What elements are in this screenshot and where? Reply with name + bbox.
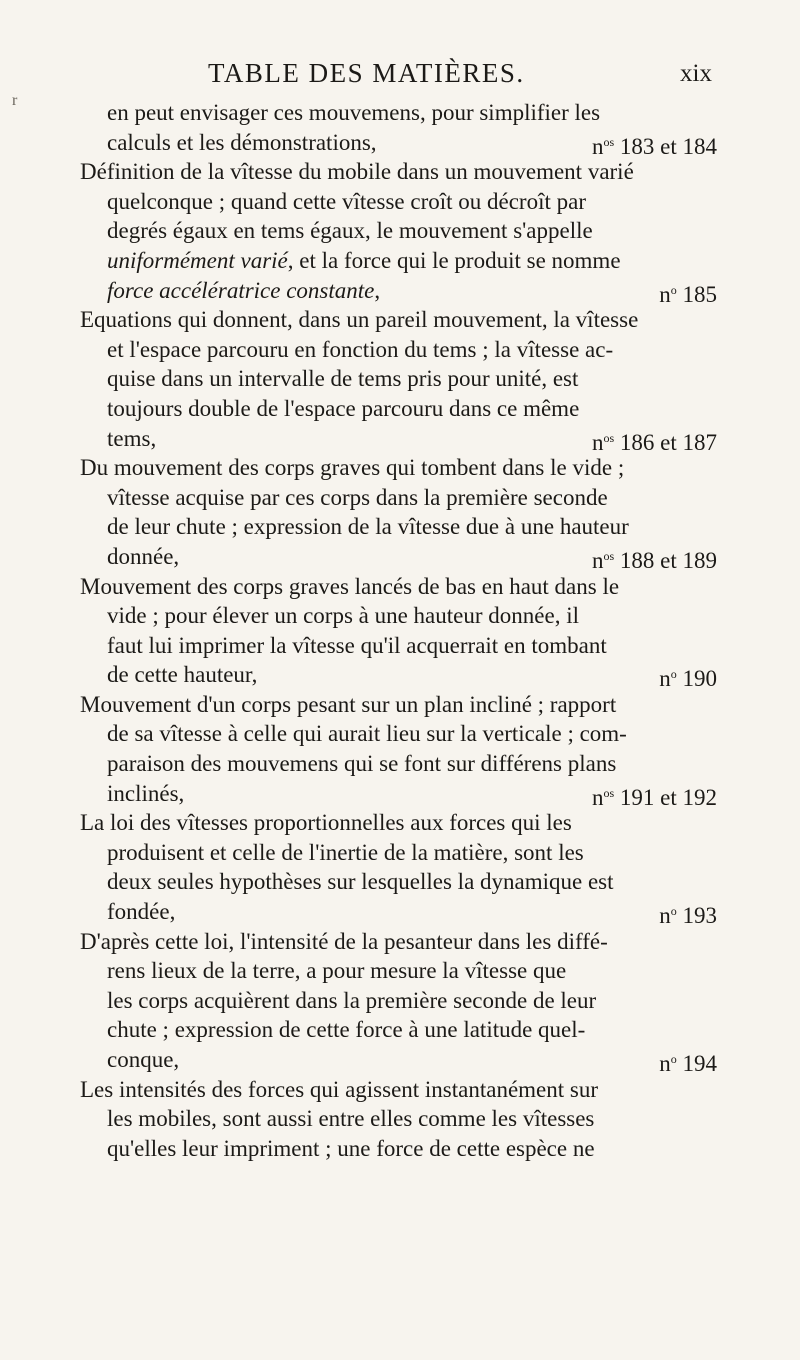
toc-reference — [659, 897, 717, 931]
toc-line — [80, 956, 720, 986]
ref-superscript: os — [603, 430, 615, 445]
ref-prefix: n — [591, 133, 604, 159]
toc-line — [80, 542, 720, 572]
ref-number: 186 et 187 — [614, 429, 717, 455]
toc-line — [80, 601, 720, 631]
toc-reference — [592, 542, 717, 576]
toc-line-text: quise dans un intervalle de tems pris pour unité, est — [107, 366, 579, 392]
toc-line-text: donnée, — [107, 543, 180, 569]
toc-entry — [80, 572, 720, 690]
ref-prefix: n — [659, 666, 671, 692]
ref-number: 194 — [676, 1051, 717, 1076]
toc-line-text: rens lieux de la terre, a pour mesure la vîtesse que — [107, 958, 567, 984]
toc-line-text: en peut envisager ces mouvemens, pour simplifier les — [107, 100, 601, 125]
toc-entry — [80, 690, 720, 808]
toc-line-text: de cette hauteur, — [107, 662, 258, 688]
toc-line-text: les corps acquièrent dans la première seconde de leur — [107, 987, 597, 1013]
ref-prefix: n — [659, 281, 671, 307]
toc-reference — [592, 424, 717, 458]
page-title: TABLE DES MATIÈRES. — [208, 58, 525, 88]
toc-reference — [592, 779, 717, 813]
toc-entry — [80, 927, 720, 1075]
toc-line — [80, 276, 720, 306]
ref-superscript: os — [603, 548, 615, 563]
ref-superscript: os — [603, 134, 615, 149]
toc-line-text: de leur chute ; expression de la vîtesse due à une hauteur — [107, 514, 629, 540]
toc-line — [80, 305, 720, 335]
toc-line-text: La loi des vîtesses proportionnelles aux forces qui les — [80, 810, 572, 836]
ref-prefix: n — [591, 784, 604, 810]
toc-line-text: et l'espace parcouru en fonction du tems ; la vîtesse ac- — [107, 336, 614, 362]
ref-number: 191 et 192 — [614, 784, 717, 810]
toc-line-text: calculs et les démonstrations, — [107, 129, 377, 155]
toc-line-text: conque, — [107, 1047, 180, 1072]
table-of-contents — [80, 98, 720, 1163]
toc-line — [80, 424, 720, 454]
ref-superscript: o — [670, 667, 677, 682]
toc-entry — [80, 1075, 720, 1164]
ref-number: 183 et 184 — [614, 133, 717, 159]
toc-line-text: D'après cette loi, l'intensité de la pesanteur dans les diffé- — [80, 928, 608, 954]
ref-superscript: o — [670, 904, 677, 919]
toc-reference — [659, 276, 717, 310]
toc-line — [80, 749, 720, 779]
toc-line — [80, 246, 720, 276]
toc-line-text: Mouvement d'un corps pesant sur un plan incliné ; rapport — [80, 691, 617, 717]
running-header — [0, 58, 800, 98]
toc-line — [80, 927, 720, 957]
toc-line-text: chute ; expression de cette force à une latitude quel- — [107, 1017, 586, 1043]
toc-line — [80, 128, 720, 158]
toc-line-text: produisent et celle de l'inertie de la matière, sont les — [107, 839, 584, 865]
toc-line-text: les mobiles, sont aussi entre elles comme les vîtesses — [107, 1106, 595, 1132]
toc-line-text: paraison des mouvemens qui se font sur différens plans — [107, 751, 617, 777]
ref-superscript: o — [670, 282, 677, 297]
toc-line-text: vide ; pour élever un corps à une hauteur donnée, il — [107, 603, 579, 629]
toc-line — [80, 897, 720, 927]
toc-line — [80, 453, 720, 483]
toc-line-text: inclinés, — [107, 780, 185, 806]
toc-line-text: uniformément varié, et la force qui le produit se nomme — [107, 247, 621, 273]
toc-line — [80, 631, 720, 661]
toc-line — [80, 512, 720, 542]
toc-line-text: deux seules hypothèses sur lesquelles la dynamique est — [107, 869, 614, 895]
toc-entry — [80, 157, 720, 305]
toc-line — [80, 1015, 720, 1045]
toc-entry — [80, 98, 720, 157]
toc-line-text: Du mouvement des corps graves qui tombent dans le vide ; — [80, 455, 625, 481]
ref-number: 190 — [676, 666, 717, 692]
toc-entry — [80, 305, 720, 453]
toc-line — [80, 483, 720, 513]
toc-line — [80, 364, 720, 394]
toc-line-text: Equations qui donnent, dans un pareil mouvement, la vîtesse — [80, 307, 639, 333]
ref-superscript: o — [670, 1052, 677, 1066]
toc-line-text: de sa vîtesse à celle qui aurait lieu sur la verticale ; com- — [107, 721, 627, 747]
ref-number: 185 — [676, 281, 717, 307]
toc-line — [80, 690, 720, 720]
toc-line — [80, 838, 720, 868]
toc-line — [80, 187, 720, 217]
toc-reference — [592, 128, 717, 162]
toc-line — [80, 867, 720, 897]
toc-line — [80, 719, 720, 749]
toc-line-text: quelconque ; quand cette vîtesse croît ou décroît par — [107, 188, 586, 214]
toc-line-text: Définition de la vîtesse du mobile dans un mouvement varié — [80, 159, 634, 185]
toc-line — [80, 808, 720, 838]
margin-mark: r — [12, 92, 18, 109]
ref-prefix: n — [591, 547, 604, 573]
toc-line-text: force accélératrice constante, — [107, 277, 381, 303]
toc-line-text: vîtesse acquise par ces corps dans la première seconde — [107, 484, 608, 510]
ref-prefix: n — [659, 903, 671, 929]
toc-line — [80, 157, 720, 187]
toc-line — [80, 986, 720, 1016]
toc-line-text: toujours double de l'espace parcouru dans ce même — [107, 395, 580, 421]
toc-line — [80, 1075, 720, 1105]
ref-superscript: os — [603, 785, 615, 800]
ref-number: 193 — [676, 903, 717, 929]
toc-line — [80, 660, 720, 690]
toc-line — [80, 335, 720, 365]
toc-reference — [659, 1045, 717, 1079]
toc-line — [80, 779, 720, 809]
toc-entry — [80, 453, 720, 571]
toc-line-text: faut lui imprimer la vîtesse qu'il acquerrait en tombant — [107, 632, 607, 658]
toc-line-text: tems, — [107, 425, 157, 451]
ref-prefix: n — [659, 1051, 671, 1076]
page-number: xix — [680, 60, 712, 87]
toc-reference — [659, 660, 717, 694]
ref-prefix: n — [591, 429, 604, 455]
toc-line — [80, 572, 720, 602]
toc-line — [80, 1134, 720, 1164]
toc-line — [80, 98, 720, 128]
ref-number: 188 et 189 — [614, 547, 717, 573]
toc-line — [80, 394, 720, 424]
toc-line — [80, 1104, 720, 1134]
toc-entry — [80, 808, 720, 929]
toc-line-text: Mouvement des corps graves lancés de bas en haut dans le — [80, 573, 620, 599]
toc-line-text: degrés égaux en tems égaux, le mouvement s'appelle — [107, 218, 593, 244]
toc-line — [80, 216, 720, 246]
toc-line-text: Les intensités des forces qui agissent instantanément sur — [80, 1076, 599, 1102]
toc-line-text: fondée, — [107, 899, 176, 925]
toc-line-text: qu'elles leur impriment ; une force de cette espèce ne — [107, 1135, 595, 1161]
toc-line — [80, 1045, 720, 1075]
